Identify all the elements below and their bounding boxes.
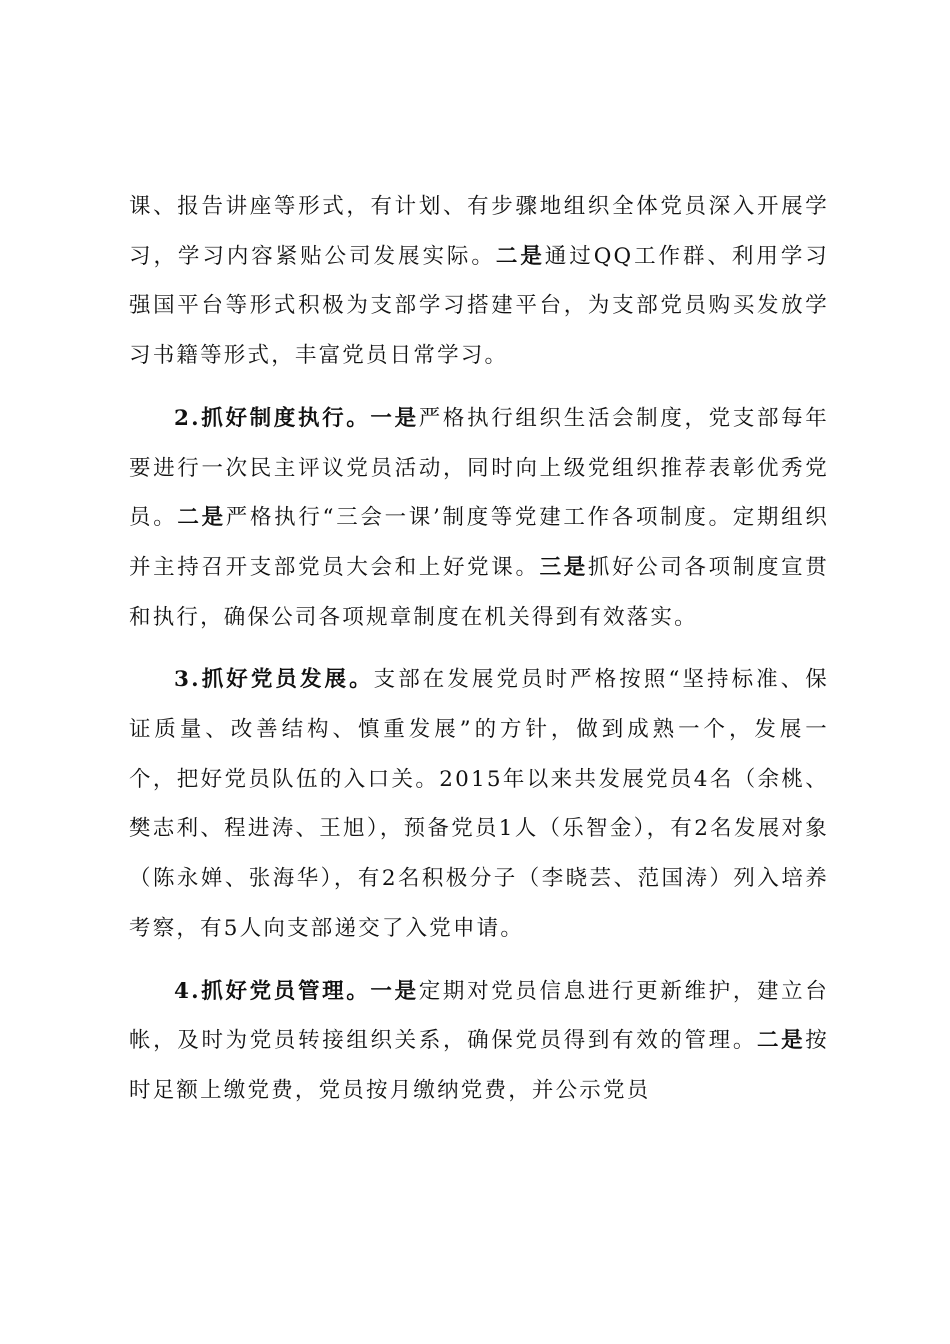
section-heading: 4.抓好党员管理。 [174, 978, 371, 1004]
bold-marker: 三是 [539, 554, 588, 580]
paragraph-text: 通过QQ工作群、利用学习强国平台等形式积极为支部学习搭建平台，为支部党员购买发放学习书籍等形式，丰富党员日常学习。 [129, 243, 829, 369]
paragraph-text: 抓好公司各项制度宣贯和执行，确保公司各项规章制度在机关得到有效落实。 [129, 554, 829, 630]
paragraph-text: 定期对党员信息进行更新维护，建立台帐，及时为党员转接组织关系，确保党员得到有效的管理。 [129, 978, 829, 1054]
section-heading: 3.抓好党员发展。 [174, 667, 374, 693]
document-body [129, 182, 829, 1129]
bold-marker: 二是 [177, 505, 226, 531]
paragraph-study-forms [129, 182, 829, 381]
paragraph-member-development [129, 655, 829, 953]
paragraph-system-execution [129, 394, 829, 643]
bold-marker: 二是 [495, 243, 545, 269]
paragraph-text: 严格执行“三会一课’制度等党建工作各项制度。定期组织并主持召开支部党员大会和上好党课。 [129, 505, 830, 580]
paragraph-text: 支部在发展党员时严格按照“坚持标准、保证质量、改善结构、慎重发展”的方针，做到成熟一个，发展一个，把好党员队伍的入口关。2015年以来共发展党员4名（余桃、樊志利、程进涛、王旭），预备党员1人（乐智金），有2名发展对象（陈永婵、张海华），有2名积极分子（李晓芸、范国涛）列入培养考察，有5人向支部递交了入党申请。 [129, 667, 829, 941]
bold-marker: 一是 [370, 978, 419, 1004]
section-heading: 2.抓好制度执行。 [174, 405, 371, 431]
paragraph-member-management [129, 967, 829, 1116]
bold-marker: 一是 [370, 405, 419, 431]
paragraph-text: 严格执行组织生活会制度，党支部每年要进行一次民主评议党员活动，同时向上级党组织推荐表彰优秀党员。 [129, 405, 829, 531]
paragraph-text: 按时足额上缴党费，党员按月缴纳党费，并公示党员 [129, 1028, 829, 1103]
paragraph-text: 课、报告讲座等形式，有计划、有步骤地组织全体党员深入开展学习，学习内容紧贴公司发展实际。 [129, 194, 829, 269]
bold-marker: 二是 [756, 1028, 806, 1054]
